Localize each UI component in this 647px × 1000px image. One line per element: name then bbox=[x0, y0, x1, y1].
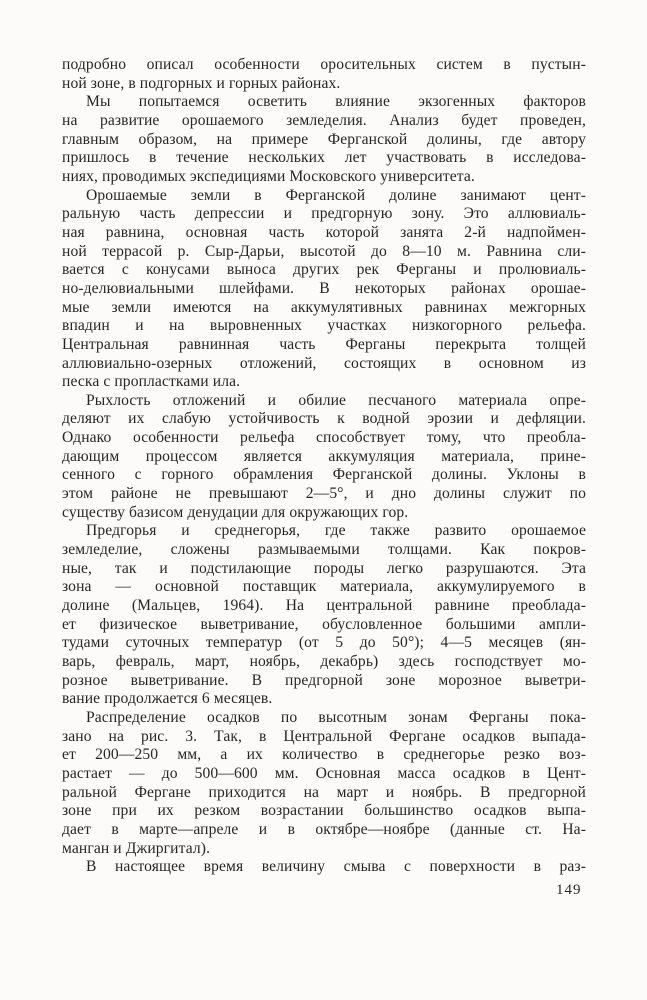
paragraph bbox=[62, 392, 586, 523]
text-line: В настоящее время величину смыва с поверхности в раз- bbox=[86, 858, 586, 876]
text-line: ет 200—250 мм, а их количество в среднегорье резко воз- bbox=[62, 746, 586, 764]
paragraph bbox=[62, 522, 586, 709]
text-line: зоне при их резком возрастании большинство осадков выпа- bbox=[62, 802, 586, 820]
text-line: Рыхлость отложений и обилие песчаного материала опре- bbox=[86, 391, 586, 409]
paragraph bbox=[62, 93, 586, 186]
text-line: ная равнина, основная часть которой занята 2-й надпоймен- bbox=[62, 223, 586, 241]
text-line: сенного с горного обрамления Ферганской долины. Уклоны в bbox=[62, 466, 586, 484]
text-line: варь, февраль, март, ноябрь, декабрь) здесь господствует мо- bbox=[62, 653, 586, 670]
text-line: зано на рис. 3. Так, в Центральной Фергане осадков выпада- bbox=[62, 727, 586, 745]
text-line: дает в марте—апреле и в октябре—ноябре (данные ст. На- bbox=[62, 820, 586, 838]
text-line: тудами суточных температур (от 5 до 50°); 4—5 месяцев (ян- bbox=[62, 634, 586, 652]
text-line: Распределение осадков по высотным зонам Ферганы пока- bbox=[86, 708, 586, 726]
text-line: этом районе не превышают 2—5°, и дно долины служит по bbox=[62, 485, 586, 503]
text-line: деляют их слабую устойчивость к водной эрозии и дефляции. bbox=[62, 410, 586, 428]
text-line: ниях, проводимых экспедициями Московского университета. bbox=[62, 167, 475, 185]
paragraph bbox=[62, 709, 586, 858]
text-line: Однако особенности рельефа способствует тому, что преобла- bbox=[62, 429, 586, 447]
text-line: Предгорья и среднегорья, где также развито орошаемое bbox=[86, 522, 586, 540]
text-line: вается с конусами выноса других рек Ферганы и пролювиаль- bbox=[62, 261, 586, 279]
text-line: ет физическое выветривание, обусловленное большими ампли- bbox=[62, 615, 586, 633]
text-line: мые земли имеются на аккумулятивных равнинах межгорных bbox=[62, 298, 586, 316]
text-block bbox=[62, 56, 586, 877]
text-line: пришлось в течение нескольких лет участвовать в исследова- bbox=[62, 149, 586, 167]
text-line: ной террасой р. Сыр-Дарьи, высотой до 8—10 м. Равнина сли- bbox=[62, 242, 586, 260]
text-line: аллювиально-озерных отложений, состоящих в основном из bbox=[62, 354, 586, 372]
text-line: ральную часть депрессии и предгорную зону. Это аллювиаль- bbox=[62, 205, 586, 223]
paragraph bbox=[62, 56, 586, 93]
text-line: Мы попытаемся осветить влияние экзогенных факторов bbox=[86, 93, 586, 111]
text-line: ральной Фергане приходится на март и ноябрь. В предгорной bbox=[62, 783, 586, 801]
paragraph bbox=[62, 187, 586, 392]
text-line: на развитие орошаемого земледелия. Анализ будет проведен, bbox=[62, 111, 586, 129]
text-line: растает — до 500—600 мм. Основная масса осадков в Цент- bbox=[62, 764, 586, 782]
text-line: песка с пропластками ила. bbox=[62, 373, 241, 391]
text-line: земледелие, сложены размываемыми толщами. Как покров- bbox=[62, 541, 586, 559]
text-line: розное выветривание. В предгорной зоне морозное выветри- bbox=[62, 671, 586, 689]
text-line: ные, так и подстилающие породы легко разрушаются. Эта bbox=[62, 559, 586, 577]
text-line: впадин и на выровненных участках низкогорного рельефа. bbox=[62, 317, 586, 335]
text-line: манган и Джиргитал). bbox=[62, 839, 211, 857]
text-line: главным образом, на примере Ферганской долины, где автору bbox=[62, 130, 586, 148]
text-line: дающим процессом является аккумуляция материала, прине- bbox=[62, 447, 586, 465]
text-line: подробно описал особенности оросительных систем в пустын- bbox=[62, 56, 586, 73]
text-line: Орошаемые земли в Ферганской долине занимают цент- bbox=[86, 186, 586, 204]
page-number: 149 bbox=[556, 882, 582, 898]
text-line: зона — основной поставщик материала, аккумулируемого в bbox=[62, 578, 586, 596]
text-line: существу базисом денудации для окружающих гор. bbox=[62, 503, 409, 521]
text-line: но-делювиальными шлейфами. В некоторых районах орошае- bbox=[62, 279, 586, 297]
text-line: ной зоне, в подгорных и горных районах. bbox=[62, 74, 341, 92]
paragraph bbox=[62, 858, 586, 877]
text-line: долине (Мальцев, 1964). На центральной равнине преоблада- bbox=[62, 597, 586, 615]
text-line: вание продолжается 6 месяцев. bbox=[62, 690, 273, 708]
text-line: Центральная равнинная часть Ферганы перекрыта толщей bbox=[62, 335, 586, 353]
